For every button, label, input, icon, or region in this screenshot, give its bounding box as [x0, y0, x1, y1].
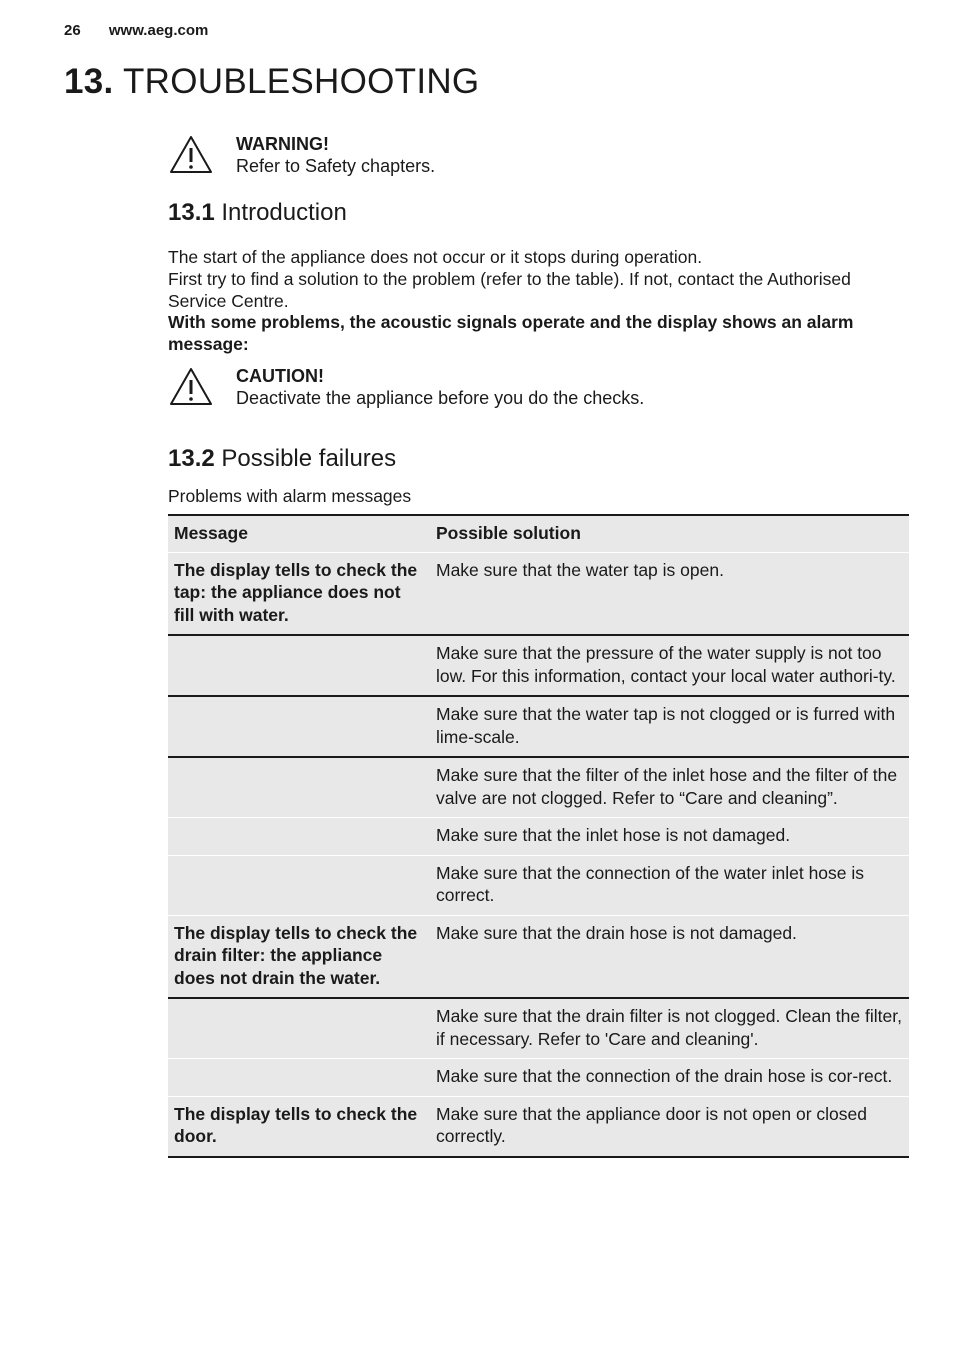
solution-cell: Make sure that the appliance door is not open or closed correctly.	[430, 1096, 909, 1157]
table-header-row	[168, 515, 909, 552]
message-cell	[168, 635, 430, 696]
chapter-number: 13.	[64, 62, 114, 101]
warning-triangle-icon	[168, 366, 214, 408]
message-cell	[168, 696, 430, 757]
message-cell	[168, 1059, 430, 1097]
solution-cell: Make sure that the water tap is not clogged or is furred with lime-scale.	[430, 696, 909, 757]
section-number: 13.2	[168, 445, 215, 472]
warning-title: WARNING!	[236, 134, 329, 154]
table-row	[168, 1096, 909, 1157]
caution-notice	[168, 366, 908, 410]
solution-cell: Make sure that the drain filter is not clogged. Clean the filter, if necessary. Refer to 'Care and cleaning'.	[430, 998, 909, 1059]
solution-cell: Make sure that the connection of the water inlet hose is correct.	[430, 855, 909, 915]
table-row	[168, 818, 909, 856]
caution-title: CAUTION!	[236, 366, 324, 386]
warning-triangle-icon	[168, 134, 214, 176]
chapter-title	[64, 62, 479, 102]
table-row	[168, 915, 909, 998]
section-heading-possible-failures	[168, 445, 396, 473]
solution-cell: Make sure that the water tap is open.	[430, 552, 909, 635]
table-row	[168, 696, 909, 757]
message-cell: The display tells to check the tap: the appliance does not fill with water.	[168, 552, 430, 635]
section-title: Introduction	[221, 199, 347, 226]
message-cell	[168, 757, 430, 818]
section-number: 13.1	[168, 199, 215, 226]
table-row	[168, 757, 909, 818]
message-cell: The display tells to check the door.	[168, 1096, 430, 1157]
solution-cell: Make sure that the pressure of the water supply is not too low. For this information, contact your local water authori-ty.	[430, 635, 909, 696]
message-cell	[168, 855, 430, 915]
section-title: Possible failures	[221, 445, 397, 472]
solution-cell: Make sure that the drain hose is not damaged.	[430, 915, 909, 998]
message-cell	[168, 818, 430, 856]
solution-cell: Make sure that the inlet hose is not damaged.	[430, 818, 909, 856]
intro-bold-text: With some problems, the acoustic signals operate and the display shows an alarm message:	[168, 312, 854, 354]
intro-line-1: The start of the appliance does not occur or it stops during operation.	[168, 247, 703, 267]
table-row	[168, 552, 909, 635]
message-cell	[168, 998, 430, 1059]
table-row	[168, 855, 909, 915]
page-header	[64, 22, 208, 39]
warning-notice	[168, 134, 908, 178]
table-row	[168, 1059, 909, 1097]
site-url[interactable]: www.aeg.com	[108, 22, 209, 39]
table-row	[168, 635, 909, 696]
solution-cell: Make sure that the filter of the inlet hose and the filter of the valve are not clogged. Refer to “Care and cleaning”.	[430, 757, 909, 818]
table-caption: Problems with alarm messages	[168, 486, 412, 506]
column-header-message: Message	[168, 515, 430, 552]
chapter-title-text: TROUBLESHOOTING	[122, 62, 480, 101]
table-row	[168, 998, 909, 1059]
warning-text: Refer to Safety chapters.	[236, 156, 436, 176]
message-cell: The display tells to check the drain filter: the appliance does not drain the water.	[168, 915, 430, 998]
intro-line-2: First try to find a solution to the problem (refer to the table). If not, contact the Authorised Service Centre.	[168, 269, 851, 311]
failures-table	[168, 514, 909, 1158]
column-header-solution: Possible solution	[430, 515, 909, 552]
caution-text: Deactivate the appliance before you do the checks.	[236, 388, 645, 408]
solution-cell: Make sure that the connection of the drain hose is cor-rect.	[430, 1059, 909, 1097]
page-number: 26	[64, 22, 81, 39]
section-heading-introduction	[168, 199, 347, 227]
